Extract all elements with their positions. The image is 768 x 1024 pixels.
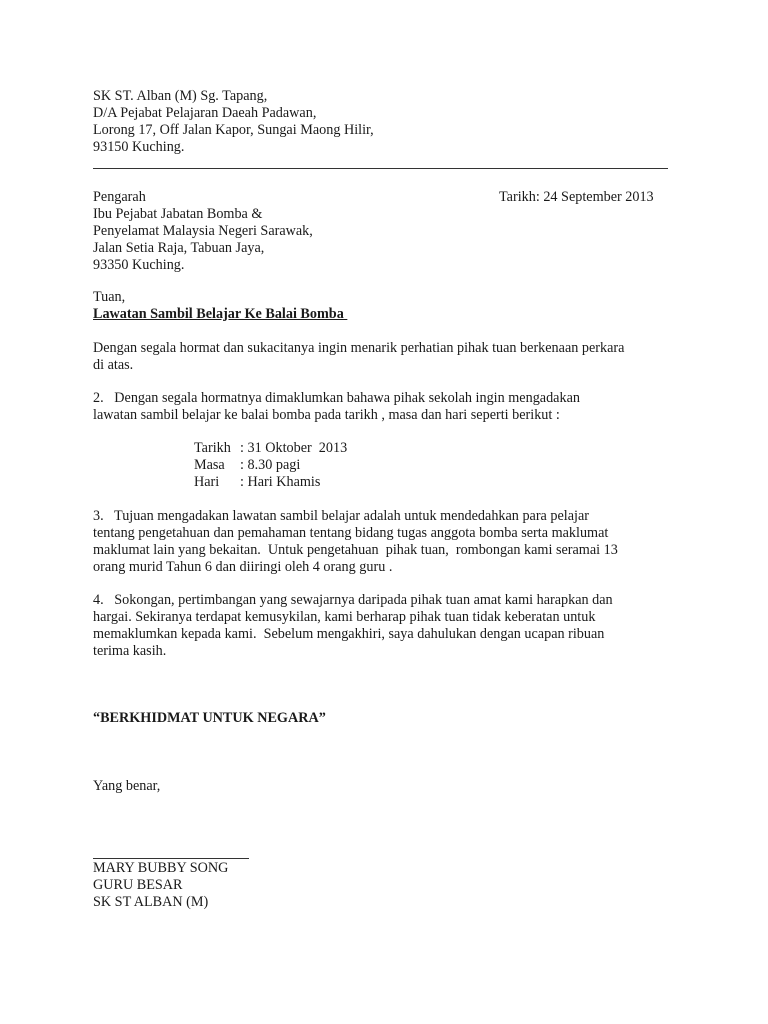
paragraph-line: maklumat lain yang bekaitan. Untuk pengetahuan pihak tuan, rombongan kami seramai 13 [93, 542, 618, 558]
paragraph-line: memaklumkan kepada kami. Sebelum mengakhiri, saya dahulukan dengan ucapan ribuan [93, 626, 605, 642]
paragraph-line: 2. Dengan segala hormatnya dimaklumkan bahawa pihak sekolah ingin mengadakan [93, 390, 580, 406]
salutation [93, 289, 678, 323]
detail-value: : Hari Khamis [240, 474, 321, 490]
paragraph-line: 4. Sokongan, pertimbangan yang sewajarnya daripada pihak tuan amat kami harapkan dan [93, 592, 613, 608]
paragraph-line: terima kasih. [93, 643, 167, 659]
recipient-line: Penyelamat Malaysia Negeri Sarawak, [93, 223, 313, 239]
signatory-block [93, 860, 678, 911]
paragraph-2 [93, 390, 678, 424]
signatory-title: GURU BESAR [93, 877, 183, 893]
header-divider [93, 168, 668, 169]
motto: “BERKHIDMAT UNTUK NEGARA” [93, 710, 326, 726]
recipient-line: Jalan Setia Raja, Tabuan Jaya, [93, 240, 265, 256]
sender-line: Lorong 17, Off Jalan Kapor, Sungai Maong Hilir, [93, 122, 374, 138]
closing: Yang benar, [93, 778, 161, 794]
sender-line: D/A Pejabat Pelajaran Daeah Padawan, [93, 105, 317, 121]
salutation-text: Tuan, [93, 289, 126, 305]
detail-label: Masa [194, 457, 225, 473]
paragraph-line: tentang pengetahuan dan pemahaman tentang bidang tugas anggota bomba serta maklumat [93, 525, 609, 541]
recipient-line: Pengarah [93, 189, 146, 205]
paragraph-1 [93, 340, 678, 374]
paragraph-line: Dengan segala hormat dan sukacitanya ingin menarik perhatian pihak tuan berkenaan perkara [93, 340, 625, 356]
sender-line: 93150 Kuching. [93, 139, 185, 155]
sender-address [93, 88, 678, 156]
sender-line: SK ST. Alban (M) Sg. Tapang, [93, 88, 268, 104]
paragraph-line: 3. Tujuan mengadakan lawatan sambil belajar adalah untuk mendedahkan para pelajar [93, 508, 589, 524]
detail-value: : 8.30 pagi [240, 457, 301, 473]
paragraph-line: orang murid Tahun 6 dan diiringi oleh 4 orang guru . [93, 559, 393, 575]
detail-label: Hari [194, 474, 220, 490]
paragraph-line: di atas. [93, 357, 134, 373]
letter-date: Tarikh: 24 September 2013 [499, 189, 654, 205]
signature-line [93, 858, 249, 859]
paragraph-3 [93, 508, 678, 576]
detail-row [194, 440, 347, 457]
subject-heading: Lawatan Sambil Belajar Ke Balai Bomba [93, 306, 348, 322]
recipient-line: 93350 Kuching. [93, 257, 185, 273]
recipient-line: Ibu Pejabat Jabatan Bomba & [93, 206, 263, 222]
detail-row [194, 457, 347, 474]
paragraph-line: lawatan sambil belajar ke balai bomba pada tarikh , masa dan hari seperti berikut : [93, 407, 560, 423]
paragraph-line: hargai. Sekiranya terdapat kemusykilan, kami berharap pihak tuan tidak keberatan untuk [93, 609, 596, 625]
paragraph-4 [93, 592, 678, 660]
visit-details [194, 440, 347, 491]
detail-row [194, 474, 347, 491]
detail-value: : 31 Oktober 2013 [240, 440, 348, 456]
detail-label: Tarikh [194, 440, 231, 456]
signatory-school: SK ST ALBAN (M) [93, 894, 209, 910]
signatory-name: MARY BUBBY SONG [93, 860, 229, 876]
recipient-address [93, 189, 678, 274]
